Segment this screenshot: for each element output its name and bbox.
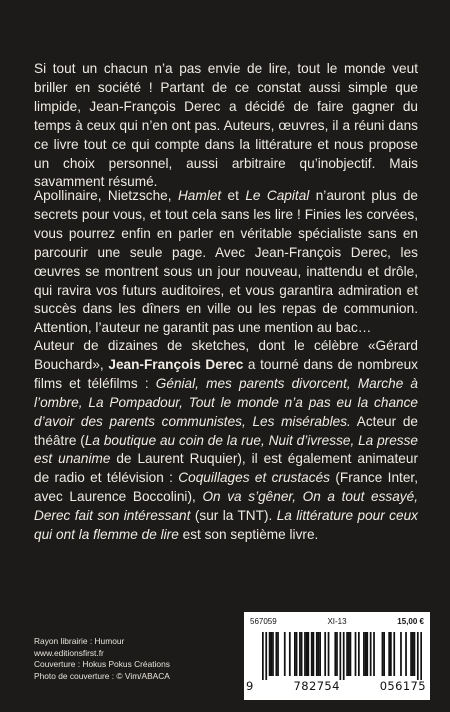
barcode-digit-first: 9 <box>246 679 254 693</box>
barcode-digits <box>246 679 426 693</box>
text-run: Si tout un chacun n’a pas envie de lire, tout le monde veut briller en société ! Partant de ce constat aussi simple que limpide, Jean-François Derec a décidé de faire gagner du temps à ceux qui n’en ont pas. Auteurs, œuvres, il a réuni dans ce livre tout ce qui compte dans la littérature et nous propose un choix personnel, aussi arbitraire qu’inobjectif. Mais savamment résumé. <box>34 61 418 190</box>
barcode-bar <box>400 632 402 676</box>
barcode-bar <box>405 632 407 676</box>
barcode-bar <box>410 632 412 676</box>
blurb-paragraph-2 <box>34 187 418 338</box>
barcode-bar <box>313 632 315 676</box>
barcode-bar <box>275 632 277 676</box>
barcode-bar <box>358 632 360 676</box>
barcode-bar <box>311 632 313 676</box>
barcode-bar <box>301 632 303 676</box>
publisher-credits <box>34 636 170 682</box>
barcode-bar <box>370 632 372 676</box>
barcode-bar <box>277 632 279 676</box>
cover-credit: Couverture : Hokus Pokus Créations <box>34 659 170 670</box>
barcode-bar <box>414 632 416 676</box>
text-run: Acteur de théâtre ( <box>34 413 418 448</box>
text-run: Auteur de dizaines de sketches, dont le célèbre «Gérard Bouchard», <box>34 338 418 372</box>
barcode-bar <box>294 632 296 676</box>
barcode-bar <box>355 632 357 676</box>
barcode-bar <box>289 632 291 676</box>
barcode-bar <box>328 632 330 676</box>
price: 15,00 € <box>397 616 424 626</box>
barcode-bar <box>363 632 365 676</box>
barcode-bar <box>296 632 298 676</box>
barcode-bar <box>393 632 395 676</box>
barcode-bars <box>262 632 422 680</box>
work-title: Hamlet <box>177 188 222 203</box>
work-title: La boutique au coin de la rue, Nuit d’ivresse, La presse est unanime <box>34 432 419 467</box>
barcode-bar <box>420 632 422 680</box>
product-code: 567059 <box>250 616 277 626</box>
barcode-bar <box>334 632 336 676</box>
barcode-bar <box>319 632 321 676</box>
work-title: La littérature pour ceux qui ont la flemme de lire <box>34 508 418 543</box>
rayon-librairie: Rayon librairie : Humour <box>34 636 125 646</box>
barcode-bar <box>373 632 375 676</box>
barcode-bar <box>284 632 286 676</box>
text-run: (France Inter, avec Laurence Boccolini), <box>34 470 418 505</box>
barcode-bar <box>318 632 320 676</box>
barcode-bar <box>382 632 384 676</box>
barcode-bar <box>269 632 271 676</box>
barcode-bar <box>336 632 338 676</box>
barcode-bar <box>339 632 341 680</box>
photo-credit: Photo de couverture : © Vim/ABACA <box>34 670 170 681</box>
barcode-bar <box>299 632 301 676</box>
barcode-digit-group-2: 056175 <box>379 679 426 693</box>
blurb-paragraph-1 <box>34 60 418 192</box>
barcode-meta <box>250 615 424 627</box>
work-title: On va s’gêner, On a tout essayé, Derec fait son intéressant <box>34 489 418 524</box>
author-bio <box>34 337 418 545</box>
author-name: Jean-François Derec <box>108 356 244 372</box>
barcode-bar <box>304 632 306 676</box>
lot-code: XI-13 <box>327 616 347 626</box>
barcode-bar <box>306 632 308 676</box>
barcode-bar <box>343 632 345 680</box>
barcode-digit-group-1: 782754 <box>293 679 340 693</box>
text-run: a tourné dans de nombreux films et téléfilms : <box>34 356 418 391</box>
publisher-website: www.editionsfirst.fr <box>34 647 104 658</box>
text-run: Apollinaire, Nietzsche, <box>34 188 178 203</box>
barcode-bar <box>265 632 267 680</box>
text-run: est son septième livre. <box>178 527 319 543</box>
work-title: Le Capital <box>245 188 310 203</box>
barcode-bar <box>417 632 419 680</box>
barcode-label <box>244 612 430 700</box>
text-run: n’auront plus de secrets pour vous, et tout cela sans les lire ! Finies les corvées, vous pourrez enfin en parler en véritable spécialiste sans en parcourir une seule page. Avec Jean-François Derec, les œuvres se montrent sous un jour nouveau, inattendu et drôle, qui ravira vos futurs auditoires, et vous garantira admiration et succès dans les dîners en ville ou les repas de communion. Attention, l’auteur ne garantit pas une mention au bac… <box>34 188 418 336</box>
barcode-bar <box>316 632 318 676</box>
barcode-bar <box>390 632 392 676</box>
text-run: et <box>221 188 246 203</box>
barcode-bar <box>324 632 326 676</box>
barcode-bar <box>270 632 272 676</box>
barcode-bar <box>262 632 264 680</box>
barcode-bar <box>412 632 414 676</box>
barcode-bar <box>346 632 348 676</box>
barcode-bar <box>348 632 350 676</box>
barcode-bar <box>365 632 367 676</box>
barcode-bar <box>366 632 368 676</box>
barcode-bar <box>388 632 390 676</box>
work-title: Coquillages et crustacés <box>178 470 330 486</box>
barcode-bar <box>272 632 274 676</box>
text-run: de Laurent Ruquier), il est également animateur de radio et télévision : <box>34 451 418 486</box>
text-run: (sur la TNT). <box>190 508 277 524</box>
barcode-bar <box>383 632 385 676</box>
barcode-bar <box>307 632 309 676</box>
work-title: Génial, mes parents divorcent, Marche à l’ombre, La Pompadour, Tout le monde n’a pas eu la chance d’avoir des parents communistes, Les misérables. <box>34 375 418 429</box>
barcode-bar <box>350 632 352 676</box>
